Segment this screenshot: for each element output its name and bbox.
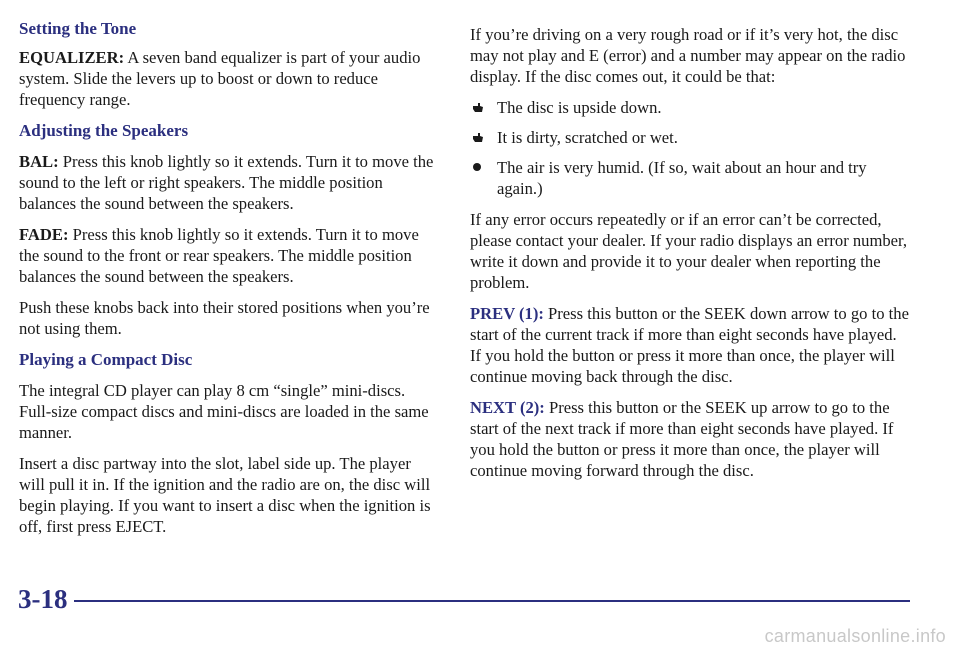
watermark: carmanualsonline.info (764, 626, 946, 646)
fade-text: Press this knob lightly so it extends. Turn it to move the sound to the front or rear speakers. The middle position balances the sound between the speakers. (19, 225, 419, 286)
rough-road-paragraph: If you’re driving on a very rough road or if it’s very hot, the disc may not play and E (error) and a number may appear on the radio display. If the disc comes out, it could be that: (470, 25, 906, 86)
cd-paragraph-2: Insert a disc partway into the slot, label side up. The player will pull it in. If the ignition and the radio are on, the disc will begin playing. If you want to insert a disc when the ignition is off, first press EJECT. (19, 454, 431, 536)
bal-text: Press this knob lightly so it extends. Turn it to move the sound to the left or right speakers. The middle position balances the sound between the speakers. (19, 152, 434, 213)
page-number: 3-18 (18, 584, 68, 614)
fade-paragraph (19, 224, 439, 287)
hand-pointer-icon (472, 131, 484, 143)
list-item-text: The disc is upside down. (497, 98, 662, 117)
next-text: Press this button or the SEEK up arrow to go to the start of the next track if more than eight seconds have played. If you hold the button or press it more than once, the player will continue moving forward through the disc. (470, 398, 894, 480)
bal-paragraph (19, 151, 439, 214)
list-item-text: It is dirty, scratched or wet. (497, 128, 678, 147)
list-item-text: The air is very humid. (If so, wait about an hour and try again.) (497, 158, 867, 198)
footer-rule (74, 600, 910, 602)
fade-term: FADE: (19, 225, 69, 244)
bal-term: BAL: (19, 152, 59, 171)
equalizer-term: EQUALIZER: (19, 48, 125, 67)
list-item (470, 157, 910, 199)
prev-text: Press this button or the SEEK down arrow to go to the start of the current track if more than eight seconds have played. If you hold the button or press it more than once, the player will continue moving back through the disc. (470, 304, 909, 386)
playing-cd-heading: Playing a Compact Disc (19, 350, 193, 369)
cd-paragraph-1: The integral CD player can play 8 cm “single” mini-discs. Full-size compact discs and mini-discs are loaded in the same manner. (19, 381, 429, 442)
hand-pointer-icon (472, 101, 484, 113)
setting-tone-heading: Setting the Tone (19, 19, 137, 38)
bullet-dot-icon (473, 163, 481, 171)
list-item (470, 97, 910, 118)
prev-term: PREV (1): (470, 304, 544, 323)
disc-causes-list (470, 97, 910, 199)
list-item (470, 127, 910, 148)
error-paragraph: If any error occurs repeatedly or if an error can’t be corrected, please contact your dealer. If your radio displays an error number, write it down and provide it to your dealer when reporting the problem. (470, 210, 908, 292)
adjusting-speakers-heading: Adjusting the Speakers (19, 121, 189, 140)
prev-paragraph (470, 303, 910, 387)
page-footer (18, 584, 898, 614)
equalizer-paragraph (19, 47, 439, 110)
left-column (19, 18, 439, 547)
equalizer-text: A seven band equalizer is part of your audio system. Slide the levers up to boost or down to reduce frequency range. (19, 48, 421, 109)
next-paragraph (470, 397, 910, 481)
next-term: NEXT (2): (470, 398, 545, 417)
right-column (470, 24, 910, 491)
push-knobs-paragraph: Push these knobs back into their stored positions when you’re not using them. (19, 298, 430, 338)
